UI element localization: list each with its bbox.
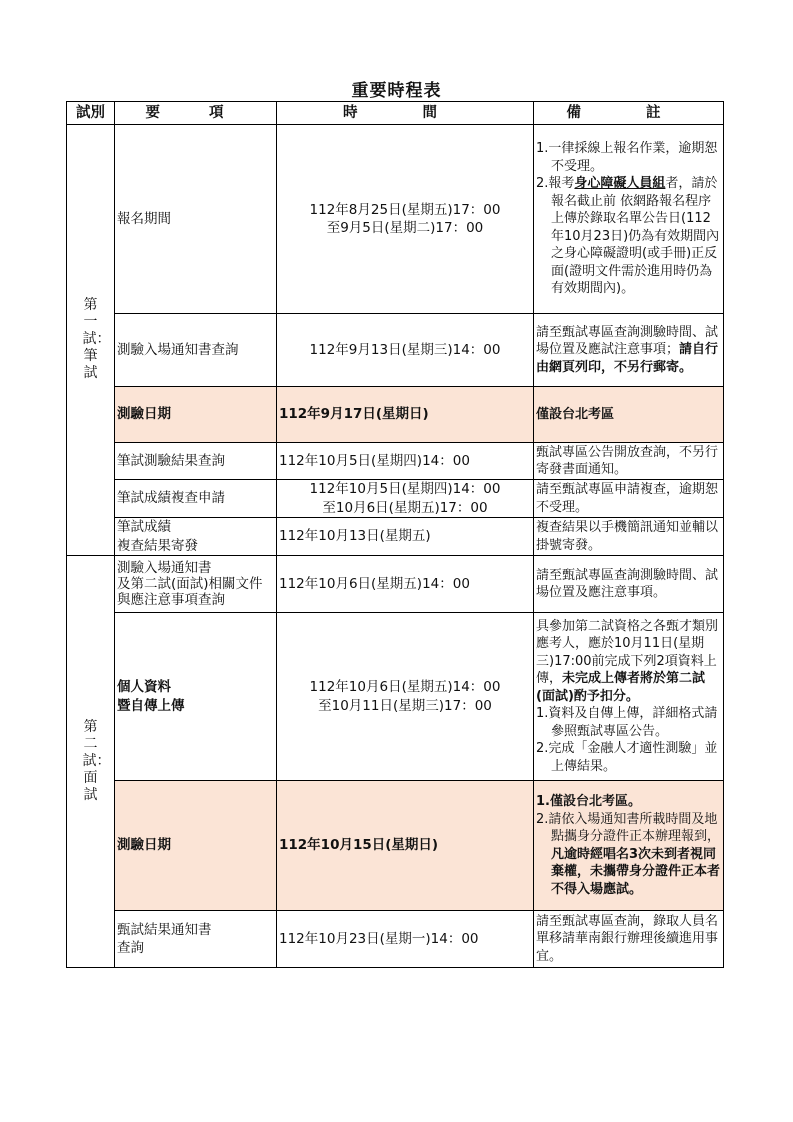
item-cell: 測驗入場通知書查詢 <box>115 314 277 387</box>
item-line: 查詢 <box>117 940 144 956</box>
table-row <box>67 518 724 556</box>
time-start: 112年10月15日(星期日) <box>279 837 439 854</box>
note-item: 1.資料及自傳上傳，詳細格式請參照甄試專區公告。 <box>536 706 718 739</box>
note-text: 者，請於報名截止前 依網路報名程序上傳於錄取名單公告日(112年10月23日)仍為有效期間內之身心障礙證明(或手冊)正反面(證明文件需於進用時仍為有效期間內)。 <box>551 176 720 297</box>
note-cell: 請至甄試專區查詢，錄取人員名單移請華南銀行辦理後續進用事宜。 <box>534 911 724 968</box>
table-row <box>67 911 724 968</box>
item-line: 暨自傳上傳 <box>117 697 185 714</box>
time-start: 112年10月6日(星期五)14：00 <box>309 679 501 695</box>
time-cell <box>277 518 534 556</box>
stage2-cell <box>67 556 115 968</box>
time-start: 112年9月17日(星期日) <box>279 406 429 423</box>
note-cell: 複查結果以手機簡訊通知並輔以掛號寄發。 <box>534 518 724 556</box>
note-item <box>536 811 721 899</box>
schedule-table <box>66 101 724 968</box>
note-cell: 請至甄試專區查詢測驗時間、試場位置及應注意事項。 <box>534 556 724 613</box>
note-item <box>536 175 721 298</box>
time-start: 112年10月5日(星期四)14：00 <box>279 452 470 469</box>
note-cell: 甄試專區公告開放查詢，不另行寄發書面通知。 <box>534 443 724 480</box>
time-cell <box>277 480 534 518</box>
item-line: 測驗入場通知書 <box>117 560 212 576</box>
note-emphasis: 未完成上傳者將於第二試(面試)酌予扣分。 <box>536 671 706 704</box>
item-cell: 筆試成績複查申請 <box>115 480 277 518</box>
stage1-label: 第一試：筆試 <box>82 297 111 382</box>
note-text: 2.請依入場通知書所載時間及地點攜身分證件正本辦理報到， <box>536 811 721 844</box>
note-item: 2.完成「金融人才適性測驗」並上傳結果。 <box>536 741 718 774</box>
header-item: 要 項 <box>115 102 277 125</box>
note-item: 1.一律採線上報名作業，逾期恕不受理。 <box>536 141 718 174</box>
time-cell <box>277 387 534 443</box>
item-line: 複查結果寄發 <box>117 537 198 554</box>
stage1-cell <box>67 125 115 556</box>
time-cell <box>277 314 534 387</box>
note-cell <box>534 125 724 314</box>
note-emphasis: 凡逾時經唱名3次未到者視同棄權，未攜帶身分證件正本者不得入場應試。 <box>551 846 721 897</box>
table-row <box>67 556 724 613</box>
time-end: 至10月6日(星期五)17：00 <box>322 499 488 516</box>
time-start: 112年10月6日(星期五)14：00 <box>279 575 470 592</box>
item-cell: 測驗日期 <box>115 387 277 443</box>
note-list <box>536 793 721 898</box>
time-cell <box>277 781 534 911</box>
note-emphasis: 請自行由網頁列印，不另行郵寄。 <box>536 342 719 375</box>
table-row-highlight <box>67 781 724 911</box>
header-note: 備 註 <box>534 102 724 125</box>
note-cell <box>534 613 724 781</box>
item-line: 個人資料 <box>117 679 171 695</box>
time-start: 112年9月13日(星期三)14：00 <box>309 341 501 358</box>
time-end: 至10月11日(星期三)17：00 <box>318 697 492 714</box>
item-line: 甄試結果通知書 <box>117 921 212 938</box>
item-cell <box>115 556 277 613</box>
item-cell: 報名期間 <box>115 125 277 314</box>
header-time: 時 間 <box>277 102 534 125</box>
time-start: 112年8月25日(星期五)17：00 <box>309 201 501 218</box>
item-cell <box>115 613 277 781</box>
note-text: 請至甄試專區查詢測驗時間、試場位置及應試注意事項； <box>536 324 719 358</box>
note-text: 2.報考 <box>536 176 575 192</box>
page-title: 重要時程表 <box>351 81 442 101</box>
table-header-row <box>67 102 724 125</box>
time-cell <box>277 443 534 480</box>
note-cell <box>534 314 724 387</box>
table-row <box>67 480 724 518</box>
note-list <box>536 705 721 775</box>
table-row <box>67 314 724 387</box>
header-stage: 試別 <box>67 102 115 125</box>
note-cell: 僅設台北考區 <box>534 387 724 443</box>
time-cell <box>277 613 534 781</box>
time-cell <box>277 556 534 613</box>
item-line: 及第二試(面試)相關文件與應注意事項查詢 <box>117 576 263 608</box>
time-end: 至9月5日(星期二)17：00 <box>326 220 484 236</box>
table-row <box>67 125 724 314</box>
time-start: 112年10月5日(星期四)14：00 <box>309 481 501 497</box>
note-item: 1.僅設台北考區。 <box>536 794 641 809</box>
item-cell <box>115 911 277 968</box>
item-line: 筆試成績 <box>117 519 171 535</box>
table-row <box>67 613 724 781</box>
note-cell <box>534 781 724 911</box>
time-cell <box>277 125 534 314</box>
note-cell: 請至甄試專區申請複查，逾期恕不受理。 <box>534 480 724 518</box>
item-cell: 筆試測驗結果查詢 <box>115 443 277 480</box>
note-text: 具參加第二試資格之各甄才類別應考人，應於10月11日(星期三)17:00前完成下列2項資料上傳， <box>536 618 719 687</box>
item-cell <box>115 518 277 556</box>
note-list <box>536 140 721 298</box>
stage2-label: 第二試：面試 <box>82 718 111 803</box>
table-row-highlight <box>67 387 724 443</box>
note-emphasis: 身心障礙人員組 <box>574 176 666 192</box>
table-row <box>67 443 724 480</box>
time-cell <box>277 911 534 968</box>
item-cell: 測驗日期 <box>115 781 277 911</box>
time-start: 112年10月13日(星期五) <box>279 528 431 545</box>
time-start: 112年10月23日(星期一)14：00 <box>279 930 479 947</box>
